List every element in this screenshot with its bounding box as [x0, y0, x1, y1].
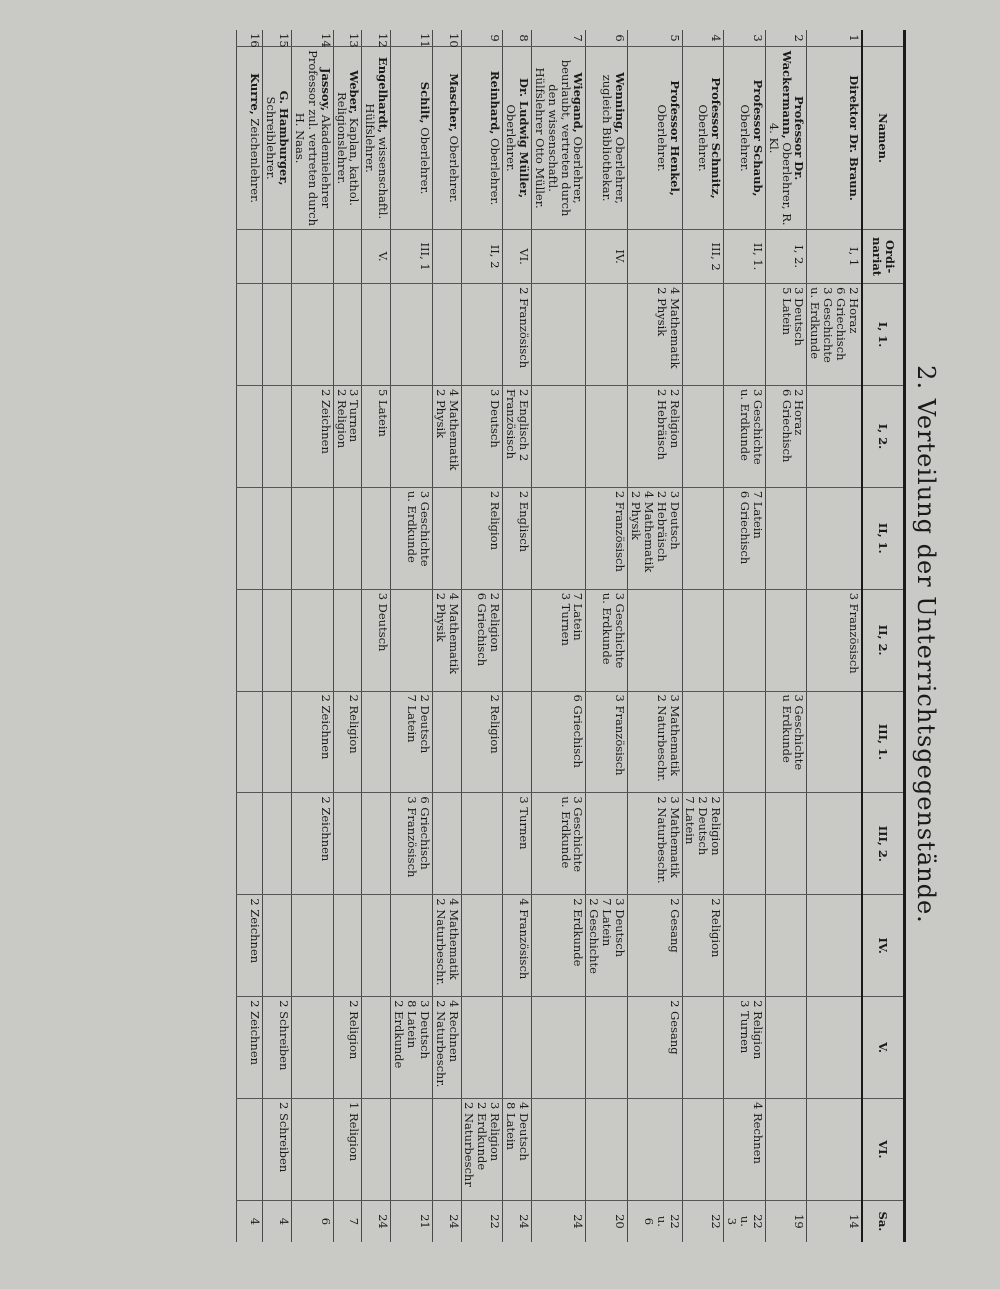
subject-cell: [362, 895, 391, 997]
teacher-name: Engelhardt,: [376, 57, 391, 134]
subject-cell: [682, 487, 724, 589]
ordinariat-cell: I, 1: [807, 230, 862, 284]
teacher-title: Oberlehrer.: [417, 127, 432, 195]
subject-cell: 2 Religion: [333, 997, 362, 1099]
subject-cell: [432, 793, 461, 895]
row-number: 16: [248, 33, 263, 48]
teacher-name: Direktor Dr. Braun.: [847, 75, 861, 201]
subject-cell: [236, 284, 263, 386]
teacher-cell: [724, 47, 766, 230]
teacher-title: Akademielehrer Professor zul. vertreten durch H. Naas.: [293, 50, 333, 227]
teacher-name: Wiegand,: [571, 72, 586, 133]
teacher-cell: [391, 47, 433, 230]
hours-total-cell: 4: [236, 1200, 263, 1242]
subject-cell: 2 Religion 2 Hebräisch: [628, 385, 683, 487]
col-header-v: V.: [862, 997, 905, 1099]
subject-cell: [628, 589, 683, 691]
subject-cell: 3 Turnen 2 Religion: [333, 385, 362, 487]
col-header-iv: IV.: [862, 895, 905, 997]
teacher-name: Dr. Ludwig Müller,: [517, 78, 531, 199]
teacher-name: Professor Schmitz,: [709, 77, 724, 199]
teacher-title: Oberlehrer.: [696, 104, 711, 172]
subject-cell: [765, 895, 807, 997]
table-row: [333, 30, 362, 1242]
subject-cell: 6 Griechisch 3 Französisch: [391, 793, 433, 895]
teacher-name: Mascher,: [446, 73, 461, 132]
row-number: 5: [667, 34, 682, 42]
ordinariat-cell: VI.: [503, 230, 532, 284]
subject-cell: [362, 691, 391, 793]
subject-cell: [391, 895, 433, 997]
subject-cell: [362, 487, 391, 589]
ordinariat-cell: [236, 230, 263, 284]
subject-cell: [532, 997, 587, 1099]
teacher-cell: [628, 47, 683, 230]
col-header-sum: Sa.: [862, 1200, 905, 1242]
subject-cell: [432, 487, 461, 589]
teacher-title: Oberlehrer, R. 4. Kl.: [766, 122, 794, 226]
subject-cell: [503, 589, 532, 691]
teacher-name: Jassoy,: [318, 68, 333, 112]
subject-cell: [532, 1098, 587, 1200]
teacher-title: wissenschaftl. Hülfslehrer.: [363, 103, 391, 220]
subject-cell: [807, 997, 862, 1099]
ordinariat-cell: [628, 230, 683, 284]
subject-cell: 3 Mathematik 2 Naturbeschr.: [628, 691, 683, 793]
subject-cell: 2 Horaz 6 Griechisch: [765, 385, 807, 487]
subject-cell: [391, 284, 433, 386]
subject-cell: 4 Mathematik 2 Physik: [628, 284, 683, 386]
subject-cell: [236, 589, 263, 691]
subject-cell: 2 Religion 3 Turnen: [724, 997, 766, 1099]
subject-cell: 2 Zeichnen: [292, 793, 334, 895]
col-header-ii2: II, 2.: [862, 589, 905, 691]
subject-cell: 3 Deutsch 8 Latein 2 Erdkunde: [391, 997, 433, 1099]
subject-cell: 4 Rechnen: [724, 1098, 766, 1200]
table-row: [263, 30, 292, 1242]
teacher-name: Kurre,: [248, 73, 263, 115]
subject-cell: [432, 284, 461, 386]
subject-cell: [628, 1098, 683, 1200]
hours-total-cell: 22 u. 3: [724, 1200, 766, 1242]
subject-cell: 3 Religion 2 Erdkunde 2 Naturbeschr: [461, 1098, 503, 1200]
subject-cell: 2 Religion: [461, 691, 503, 793]
subject-cell: [682, 691, 724, 793]
table-row: [532, 30, 587, 1242]
subject-cell: 2 Zeichnen: [292, 691, 334, 793]
subject-cell: [765, 487, 807, 589]
subject-cell: 3 Deutsch 2 Hebräisch 4 Mathematik 2 Physik: [628, 487, 683, 589]
teacher-cell: [807, 47, 862, 230]
subject-cell: [263, 589, 292, 691]
row-number: 8: [517, 34, 531, 42]
table-row: [503, 30, 532, 1242]
hours-total-cell: 24: [432, 1200, 461, 1242]
table-row: [807, 30, 862, 1242]
subject-cell: [333, 895, 362, 997]
ordinariat-cell: II, 1.: [724, 230, 766, 284]
teacher-title: Zeichenlehrer.: [248, 118, 263, 203]
subject-cell: 3 Mathematik 2 Naturbeschr.: [628, 793, 683, 895]
subject-cell: 2 Deutsch 7 Latein: [391, 691, 433, 793]
table-row: [724, 30, 766, 1242]
subject-cell: 4 Deutsch 8 Latein: [503, 1098, 532, 1200]
teacher-title: Schreiblehrer.: [264, 96, 279, 180]
subject-cell: [333, 487, 362, 589]
table-row: [391, 30, 433, 1242]
table-row: [765, 30, 807, 1242]
subject-cell: [391, 385, 433, 487]
table-header-row: [862, 30, 905, 1242]
subject-cell: [333, 284, 362, 386]
subject-cell: [724, 895, 766, 997]
col-header-iii1: III, 1.: [862, 691, 905, 793]
col-header-names: Namen.: [862, 47, 905, 230]
subject-cell: [333, 589, 362, 691]
ordinariat-cell: [292, 230, 334, 284]
subject-cell: [292, 589, 334, 691]
subject-cell: 3 Deutsch 7 Latein 2 Geschichte: [586, 895, 628, 997]
subject-cell: [724, 691, 766, 793]
subject-cell: 3 Geschichte u. Erdkunde: [532, 793, 587, 895]
subject-cell: [532, 487, 587, 589]
subject-cell: 3 Deutsch: [362, 589, 391, 691]
teacher-cell: [333, 47, 362, 230]
col-header-ii1: II, 1.: [862, 487, 905, 589]
subject-cell: 2 Religion 2 Deutsch 7 Latein: [682, 793, 724, 895]
subject-cell: [586, 1098, 628, 1200]
subject-cell: 2 Erdkunde: [532, 895, 587, 997]
ordinariat-cell: II, 2: [461, 230, 503, 284]
subject-cell: [292, 284, 334, 386]
teacher-cell: [461, 47, 503, 230]
ordinariat-cell: V.: [362, 230, 391, 284]
col-header-ordinariat: Ordi-nariat: [862, 230, 905, 284]
subject-cell: 1 Religion: [333, 1098, 362, 1200]
subject-cell: 2 Gesang: [628, 997, 683, 1099]
subject-cell: [807, 487, 862, 589]
teacher-name: Professor Dr. Wackermann,: [779, 50, 807, 181]
hours-total-cell: 22: [461, 1200, 503, 1242]
subject-cell: [263, 895, 292, 997]
subject-cell: [292, 895, 334, 997]
page-heading: 2. Verteilung der Unterrichtsgegenstände.: [912, 365, 940, 924]
subject-cell: [807, 793, 862, 895]
hours-total-cell: 20: [586, 1200, 628, 1242]
subject-cell: [682, 1098, 724, 1200]
teacher-cell: [532, 47, 587, 230]
hours-total-cell: 6: [292, 1200, 334, 1242]
subject-cell: [532, 385, 587, 487]
subject-cell: [461, 284, 503, 386]
row-number: 1: [847, 34, 861, 42]
subject-cell: [362, 997, 391, 1099]
subject-cell: [724, 284, 766, 386]
subject-cell: [765, 997, 807, 1099]
teacher-cell: [432, 47, 461, 230]
subject-cell: [765, 793, 807, 895]
table-row: [432, 30, 461, 1242]
hours-total-cell: 24: [532, 1200, 587, 1242]
teacher-name: G. Hamburger,: [277, 90, 292, 186]
subject-cell: 5 Latein: [362, 385, 391, 487]
ordinariat-cell: [263, 230, 292, 284]
table-body: [236, 30, 862, 1242]
table-row: [362, 30, 391, 1242]
subject-cell: [362, 1098, 391, 1200]
subject-cell: 7 Latein 6 Griechisch: [724, 487, 766, 589]
subject-cell: [263, 691, 292, 793]
row-number: 9: [488, 34, 503, 42]
ordinariat-cell: [532, 230, 587, 284]
teacher-name: Reinhard,: [488, 70, 503, 135]
table-row: [682, 30, 724, 1242]
subject-cell: [236, 793, 263, 895]
subject-cell: [807, 385, 862, 487]
ordinariat-cell: [333, 230, 362, 284]
teacher-title: Oberlehrer, beurlaubt, vertreten durch den wissenschaftl. Hülfslehrer Otto Müller.: [532, 59, 586, 217]
hours-total-cell: 21: [391, 1200, 433, 1242]
subject-cell: [391, 589, 433, 691]
subject-cell: [461, 997, 503, 1099]
hours-total-cell: 22: [682, 1200, 724, 1242]
subject-cell: 2 Englisch 2 Französisch: [503, 385, 532, 487]
teacher-cell: [362, 47, 391, 230]
subject-cell: 2 Schreiben: [263, 1098, 292, 1200]
hours-total-cell: 7: [333, 1200, 362, 1242]
subject-cell: [532, 284, 587, 386]
subject-cell: [765, 589, 807, 691]
subject-cell: 3 Französisch: [586, 691, 628, 793]
subject-cell: [682, 284, 724, 386]
row-number: 2: [792, 34, 807, 42]
row-number: 15: [277, 33, 292, 48]
hours-total-cell: 22 u. 6: [628, 1200, 683, 1242]
subject-cell: 3 Französisch: [807, 589, 862, 691]
teacher-cell: [765, 47, 807, 230]
teacher-name: Wenning,: [613, 72, 628, 134]
subject-cell: [682, 385, 724, 487]
subject-cell: 3 Geschichte u Erdkunde: [765, 691, 807, 793]
subject-cell: 3 Turnen: [503, 793, 532, 895]
hours-total-cell: 4: [263, 1200, 292, 1242]
subject-cell: [292, 997, 334, 1099]
ordinariat-cell: III, 1: [391, 230, 433, 284]
subject-cell: [362, 793, 391, 895]
subject-cell: 3 Deutsch: [461, 385, 503, 487]
hours-total-cell: 14: [807, 1200, 862, 1242]
hours-total-cell: 24: [362, 1200, 391, 1242]
subject-cell: [724, 793, 766, 895]
subject-cell: 2 Religion 6 Griechisch: [461, 589, 503, 691]
subject-cell: [461, 895, 503, 997]
subject-cell: [263, 385, 292, 487]
subject-cell: [586, 997, 628, 1099]
teacher-name: Professor Schaub,: [750, 79, 765, 197]
table-row: [236, 30, 263, 1242]
col-header-iii2: III, 2.: [862, 793, 905, 895]
subject-cell: [263, 284, 292, 386]
distribution-table: [236, 30, 906, 1242]
subject-cell: 7 Latein 3 Turnen: [532, 589, 587, 691]
subject-cell: [682, 997, 724, 1099]
subject-cell: 6 Griechisch: [532, 691, 587, 793]
table-row: [461, 30, 503, 1242]
subject-cell: [391, 1098, 433, 1200]
subject-cell: 2 Zeichnen: [236, 997, 263, 1099]
col-header-i1: I, 1.: [862, 284, 905, 386]
subject-cell: [586, 793, 628, 895]
subject-cell: 4 Mathematik 2 Physik: [432, 385, 461, 487]
row-number: 11: [417, 33, 432, 48]
teacher-cell: [503, 47, 532, 230]
ordinariat-cell: [432, 230, 461, 284]
subject-cell: [586, 284, 628, 386]
row-number: 10: [446, 33, 461, 48]
table-row: [628, 30, 683, 1242]
subject-cell: 2 Französisch: [503, 284, 532, 386]
subject-cell: [362, 284, 391, 386]
row-number: 6: [613, 34, 628, 42]
subject-cell: 2 Religion: [461, 487, 503, 589]
subject-cell: 4 Mathematik 2 Naturbeschr.: [432, 895, 461, 997]
subject-cell: 2 Englisch: [503, 487, 532, 589]
ordinariat-cell: I, 2.: [765, 230, 807, 284]
row-number: 3: [750, 34, 765, 42]
subject-cell: [432, 1098, 461, 1200]
subject-cell: [292, 487, 334, 589]
table-row: [292, 30, 334, 1242]
subject-cell: 2 Horaz 6 Griechisch 3 Geschichte u. Erdkunde: [807, 284, 862, 386]
row-number: 12: [376, 33, 391, 48]
subject-cell: [807, 691, 862, 793]
subject-cell: 2 Zeichnen: [292, 385, 334, 487]
hours-total-cell: 24: [503, 1200, 532, 1242]
subject-cell: [503, 997, 532, 1099]
teacher-cell: [292, 47, 334, 230]
subject-cell: [236, 487, 263, 589]
col-header-number: [862, 30, 905, 47]
teacher-cell: [586, 47, 628, 230]
subject-cell: 3 Geschichte u. Erdkunde: [391, 487, 433, 589]
teacher-title: Oberlehrer.: [446, 135, 461, 203]
subject-cell: 2 Schreiben: [263, 997, 292, 1099]
row-number: 7: [571, 34, 586, 42]
teacher-name: Schilt,: [417, 81, 432, 124]
teacher-cell: [236, 47, 263, 230]
col-header-vi: VI.: [862, 1098, 905, 1200]
subject-cell: [432, 691, 461, 793]
teacher-cell: [682, 47, 724, 230]
teacher-cell: [263, 47, 292, 230]
row-number: 14: [318, 33, 333, 48]
subject-cell: [292, 1098, 334, 1200]
teacher-title: Oberlehrer, zugleich Bibliothekar.: [600, 74, 628, 204]
subject-cell: [236, 1098, 263, 1200]
subject-cell: 3 Geschichte u. Erdkunde: [724, 385, 766, 487]
row-number: 4: [709, 34, 724, 42]
teacher-title: Oberlehrer.: [488, 138, 503, 206]
subject-cell: [586, 385, 628, 487]
teacher-title: Kaplan, kathol. Religionslehrer.: [334, 92, 362, 206]
subject-cell: 2 Religion: [333, 691, 362, 793]
subject-cell: 4 Rechnen 2 Naturbeschr.: [432, 997, 461, 1099]
subject-cell: 4 Mathematik 2 Physik: [432, 589, 461, 691]
table-row: [586, 30, 628, 1242]
subject-cell: [236, 691, 263, 793]
subject-cell: [263, 487, 292, 589]
subject-cell: [236, 385, 263, 487]
subject-cell: 2 Gesang: [628, 895, 683, 997]
subject-cell: 3 Geschichte u. Erdkunde: [586, 589, 628, 691]
hours-total-cell: 19: [765, 1200, 807, 1242]
teacher-name: Professor Henkel,: [667, 80, 682, 196]
subject-cell: 2 Religion: [682, 895, 724, 997]
subject-cell: [682, 589, 724, 691]
col-header-i2: I, 2.: [862, 385, 905, 487]
subject-cell: 2 Zeichnen: [236, 895, 263, 997]
teacher-title: Oberlehrer.: [738, 104, 752, 172]
subject-cell: 4 Französisch: [503, 895, 532, 997]
ordinariat-cell: III, 2: [682, 230, 724, 284]
subject-cell: [765, 1098, 807, 1200]
subject-cell: [724, 589, 766, 691]
teacher-title: Oberlehrer.: [504, 104, 519, 172]
teacher-title: Oberlehrer.: [654, 104, 669, 172]
subject-cell: [461, 793, 503, 895]
subject-cell: [503, 691, 532, 793]
subject-cell: [807, 1098, 862, 1200]
subject-cell: [333, 793, 362, 895]
subject-cell: [807, 895, 862, 997]
subject-cell: 2 Französisch: [586, 487, 628, 589]
ordinariat-cell: IV.: [586, 230, 628, 284]
teacher-name: Weber,: [347, 70, 362, 115]
subject-cell: 3 Deutsch 5 Latein: [765, 284, 807, 386]
row-number: 13: [347, 33, 362, 48]
subject-cell: [263, 793, 292, 895]
